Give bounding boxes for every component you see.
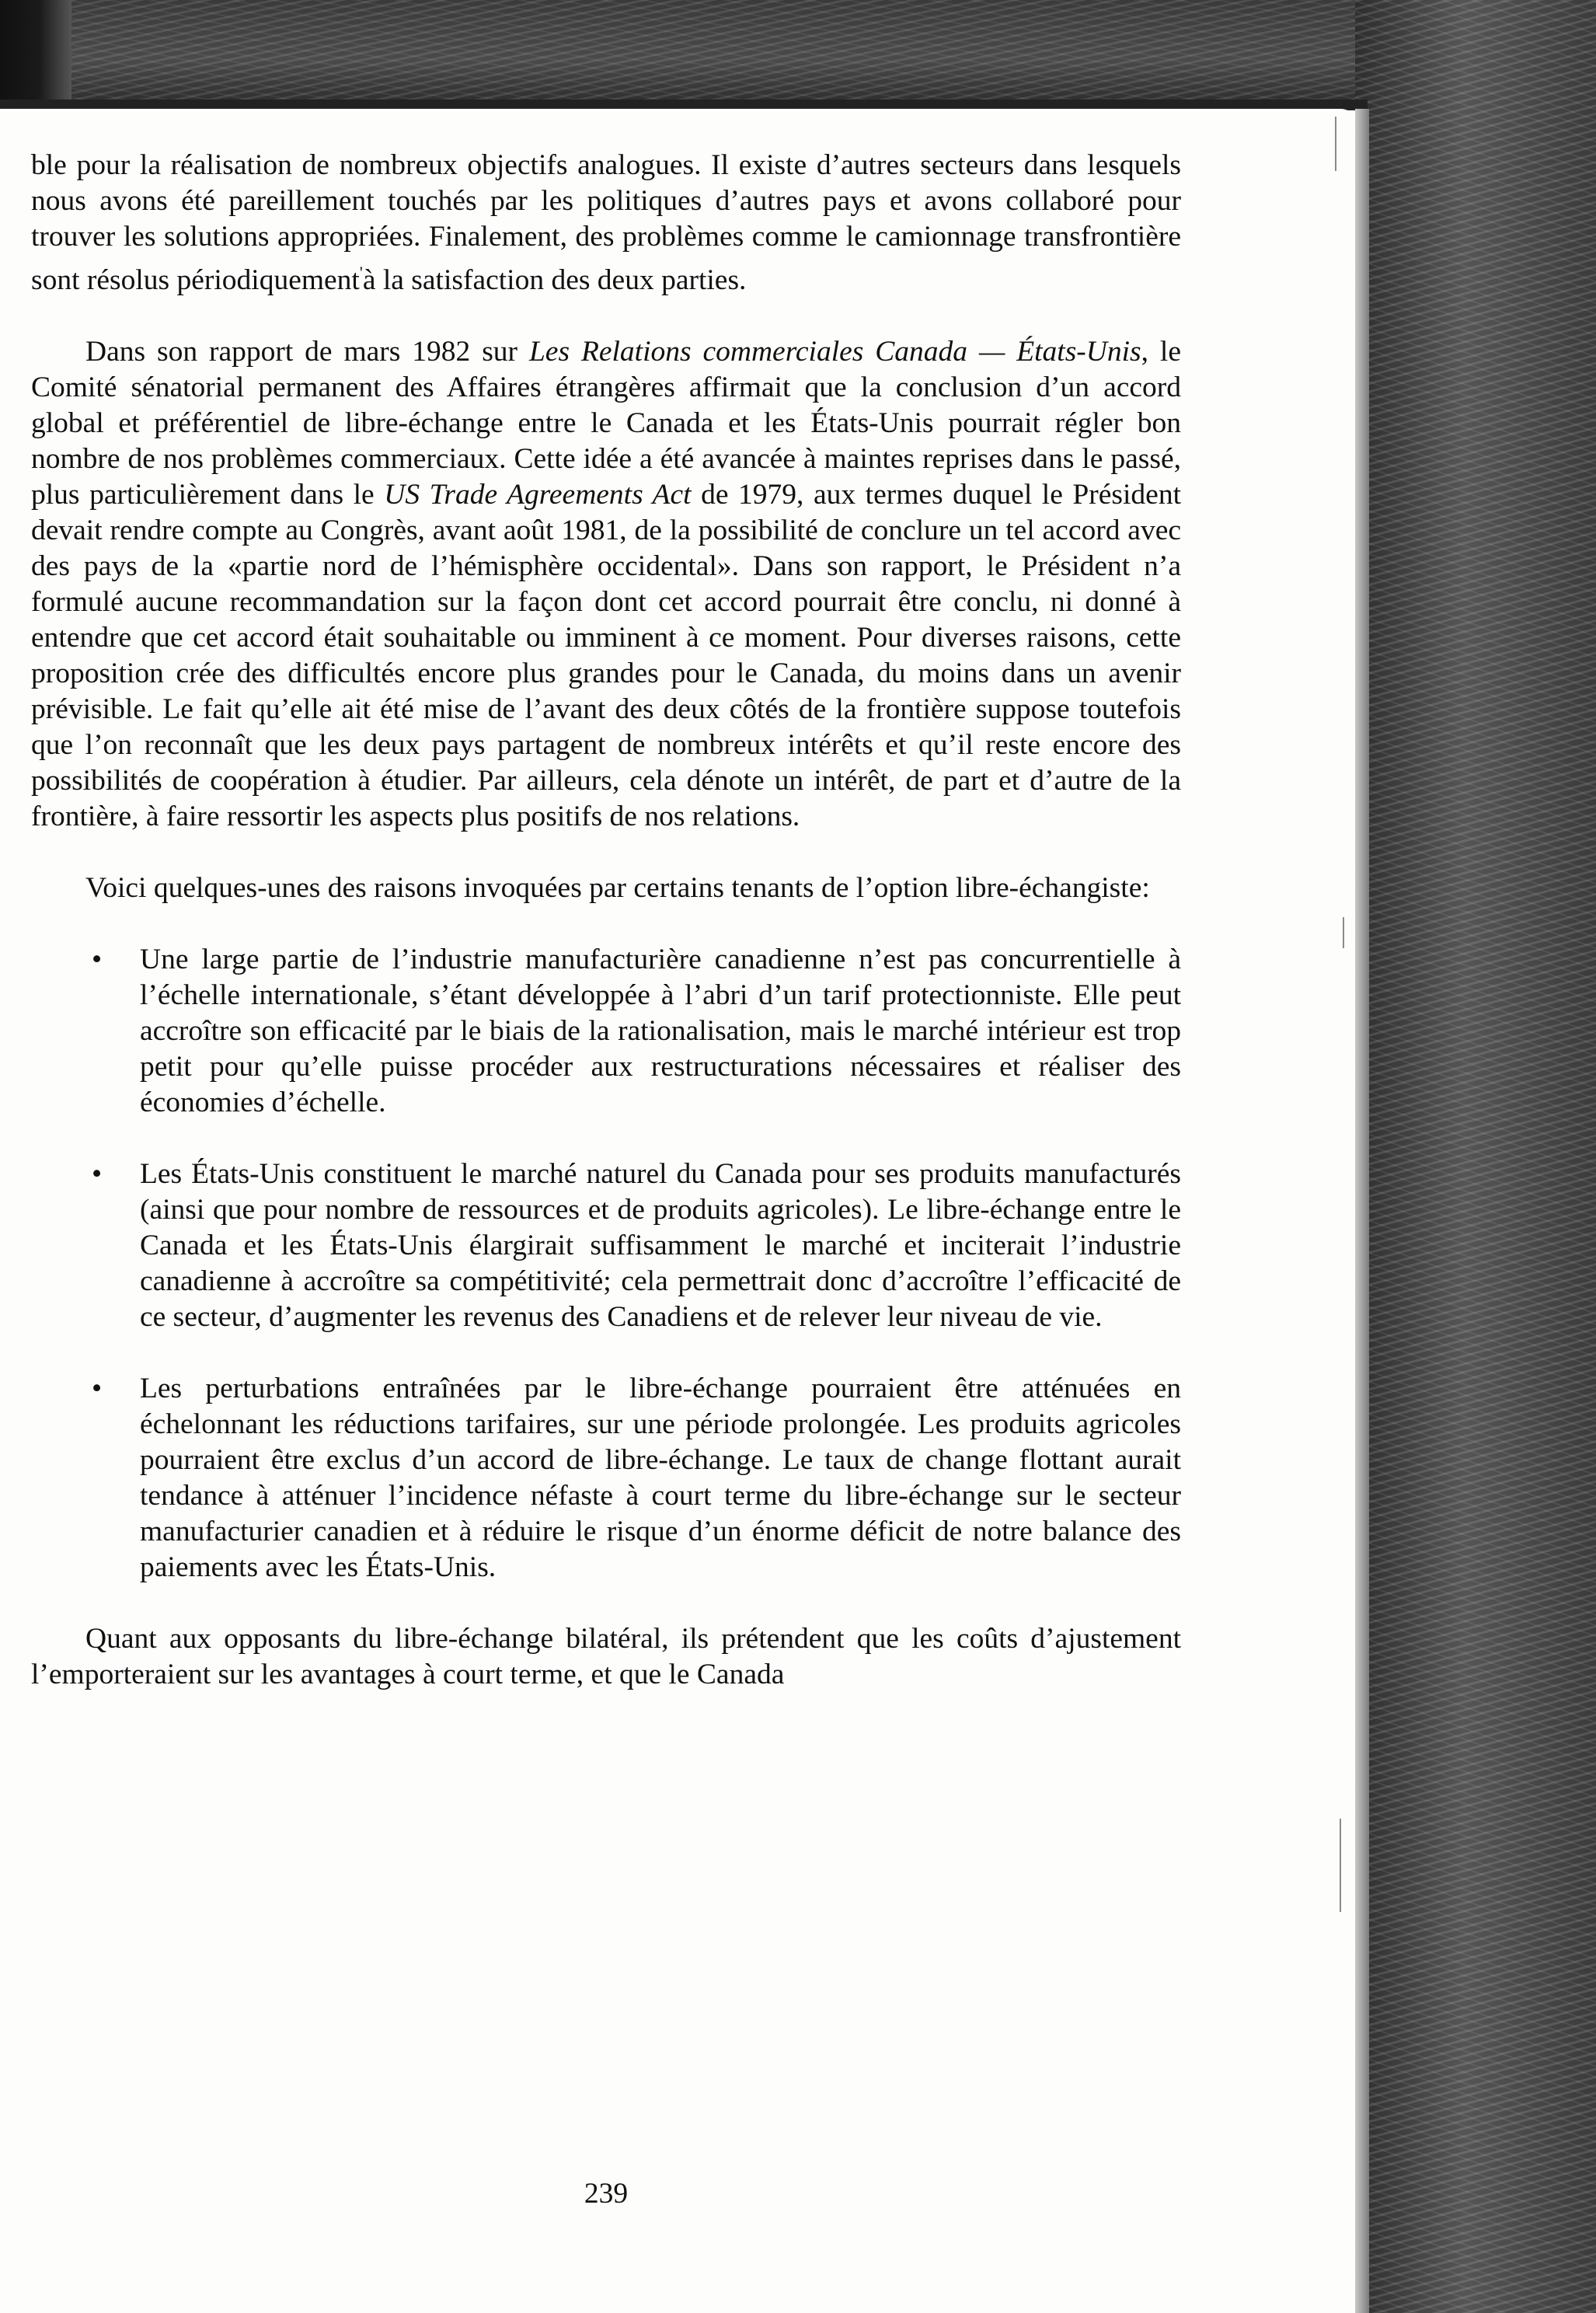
- document-body: [31, 148, 1181, 1693]
- margin-annotation-mark: ': [359, 263, 363, 282]
- margin-mark: [1335, 117, 1336, 171]
- bullet-item: [31, 1371, 1181, 1586]
- page-number: 239: [584, 2178, 629, 2210]
- bullet-text: Les États-Unis constituent le marché naturel du Canada pour ses produits manufacturés (ainsi que pour nombre de ressources et de produits agricoles). Le libre-échange entre le Canada et les États-Unis élargirait suffisamment le marché et inciterait l’industrie canadienne à accroître sa compétitivité; cela permettrait donc d’accroître l’efficacité de ce secteur, d’augmenter les revenus des Canadiens et de relever leur niveau de vie.: [140, 1158, 1181, 1333]
- paragraph: [31, 334, 1181, 835]
- paragraph: Voici quelques-unes des raisons invoquées par certains tenants de l’option libre-échangiste:: [85, 872, 1150, 904]
- margin-mark: [1340, 1819, 1341, 1912]
- bullet-list: [31, 942, 1181, 1586]
- bullet-text: Une large partie de l’industrie manufacturière canadienne n’est pas concurrentielle à l’échelle internationale, s’étant développée à l’abri d’un tarif protectionniste. Elle peut accroître son efficacité par le biais de la rationalisation, mais le marché intérieur est trop petit pour qu’elle puisse procéder aux restructurations nécessaires et réaliser des économies d’échelle.: [140, 944, 1181, 1118]
- report-title: Les Relations commerciales Canada — États-Unis: [528, 336, 1141, 368]
- paragraph-text: , le Comité sénatorial permanent des Affaires étrangères affirmait que la conclusion d’un accord global et préférentiel de libre-échange entre le Canada et les États-Unis pourrait régler bon nombre de nos problèmes commerciaux. Cette idée a été avancée à maintes reprises dans le passé, plus particulièrement dans le: [31, 336, 1181, 511]
- bullet-icon: •: [92, 944, 103, 975]
- paragraph-text-end: à la satisfaction des deux parties.: [362, 264, 747, 296]
- paragraph-text: de 1979, aux termes duquel le Président devait rendre compte au Congrès, avant août 1981, de la possibilité de conclure un tel accord avec des pays de la «partie nord de l’hémisphère occidental». Dans son rapport, le Président n’a formulé aucune recommandation sur la façon dont cet accord pourrait être conclu, ni donné à entendre que cet accord était souhaitable ou imminent à ce moment. Pour diverses raisons, cette proposition crée des difficultés encore plus grandes pour le Canada, du moins dans un avenir prévisible. Le fait qu’elle ait été mise de l’avant des deux côtés de la frontière suppose toutefois que l’on reconnaît que les deux pays partagent de nombreux intérêts et qu’il reste encore des possibilités de coopération à étudier. Par ailleurs, cela dénote un intérêt, de part et d’autre de la frontière, à faire ressortir les aspects plus positifs de nos relations.: [31, 479, 1181, 832]
- paragraph: [31, 148, 1181, 298]
- bullet-item: [31, 1156, 1181, 1335]
- scan-border-right: [1355, 0, 1596, 2313]
- paragraph: Quant aux opposants du libre-échange bilatéral, ils prétendent que les coûts d’ajustement l’emporteraient sur les avantages à court terme, et que le Canada: [31, 1623, 1181, 1690]
- paragraph-text: ble pour la réalisation de nombreux objectifs analogues. Il existe d’autres secteurs dans lesquels nous avons été pareillement touchés par les politiques d’autres pays et avons collaboré pour trouver les solutions appropriées. Finalement, des problèmes comme le camionnage transfrontière sont résolus périodiquement: [31, 149, 1181, 296]
- bullet-item: [31, 942, 1181, 1121]
- margin-mark: [1343, 917, 1344, 948]
- page-edge-shadow: [1355, 109, 1369, 2313]
- bullet-text: Les perturbations entraînées par le libre-échange pourraient être atténuées en échelonnant les réductions tarifaires, sur une période prolongée. Les produits agricoles pourraient être exclus d’un accord de libre-échange. Le taux de change flottant aurait tendance à atténuer l’incidence néfaste à court terme du libre-échange sur le secteur manufacturier canadien et à réduire le risque d’un énorme déficit de notre balance des paiements avec les États-Unis.: [140, 1373, 1181, 1583]
- bullet-icon: •: [92, 1373, 103, 1404]
- bullet-icon: •: [92, 1158, 103, 1190]
- paragraph-text: Dans son rapport de mars 1982 sur: [85, 336, 529, 368]
- act-title: US Trade Agreements Act: [384, 479, 692, 511]
